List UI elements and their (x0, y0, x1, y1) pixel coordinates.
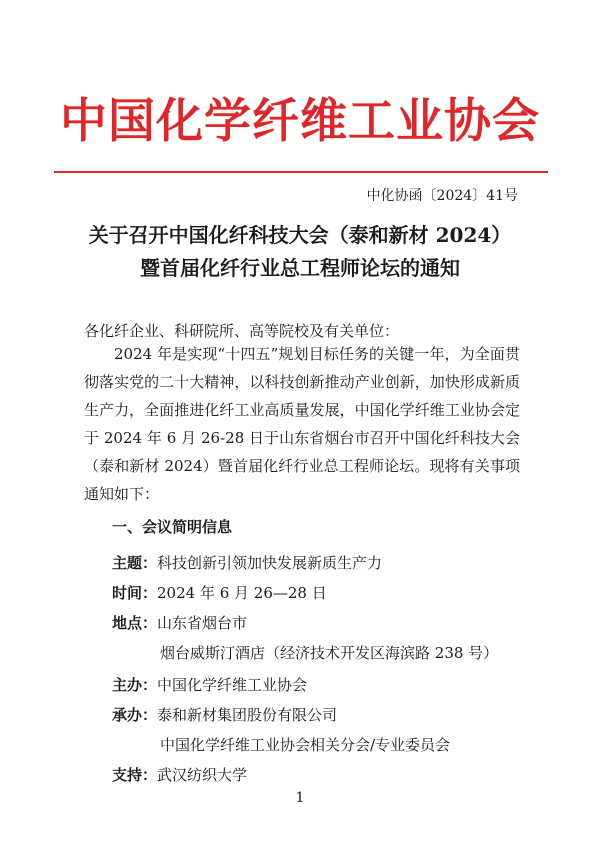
info-label-location: 地点： (112, 614, 158, 632)
info-value-host: 中国化学纤维工业协会 (157, 676, 308, 694)
info-row-location (112, 610, 247, 636)
info-value-time: 2024 年 6 月 26—28 日 (157, 584, 327, 602)
info-row-time (112, 580, 327, 606)
info-row-organizer (112, 702, 337, 728)
info-label-organizer: 承办： (112, 706, 158, 724)
info-value-support: 武汉纺织大学 (157, 766, 248, 784)
document-number: 中化协函〔2024〕41号 (366, 188, 518, 204)
letterhead-red-rule (54, 171, 548, 173)
info-row-theme (112, 550, 382, 576)
info-row-host (112, 672, 307, 698)
document-title-line-2: 暨首届化纤行业总工程师论坛的通知 (140, 256, 460, 280)
salutation: 各化纤企业、科研院所、高等院校及有关单位： (84, 322, 400, 340)
info-row-support (112, 762, 247, 788)
section-heading-meeting-info: 一、会议简明信息 (112, 518, 233, 536)
document-title-line-1: 关于召开中国化纤科技大会（泰和新材 2024） (88, 223, 512, 247)
intro-paragraph: 2024 年是实现“十四五”规划目标任务的关键一年，为全面贯彻落实党的二十大精神，以科技创新推动产业创新，加快形成新质生产力，全面推进化纤工业高质量发展，中国化学纤维工业协会定于 2024 年 6 月 26-28 日于山东省烟台市召开中国化纤科技大会（泰和新材 2024）暨首届化纤行业总工程师论坛。现将有关事项通知如下： (84, 345, 520, 503)
page-number: 1 (295, 790, 305, 806)
info-label-theme: 主题： (112, 554, 158, 572)
info-value-location: 山东省烟台市 (157, 614, 248, 632)
info-value-organizer-second: 中国化学纤维工业协会相关分会/专业委员会 (160, 736, 451, 754)
info-label-time: 时间： (112, 584, 158, 602)
info-label-host: 主办： (112, 676, 158, 694)
info-value-theme: 科技创新引领加快发展新质生产力 (157, 554, 383, 572)
organization-letterhead: 中国化学纤维工业协会 (60, 94, 540, 149)
info-label-support: 支持： (112, 766, 158, 784)
info-value-organizer: 泰和新材集团股份有限公司 (157, 706, 338, 724)
info-value-location-venue: 烟台威斯汀酒店（经济技术开发区海滨路 238 号） (160, 644, 499, 662)
